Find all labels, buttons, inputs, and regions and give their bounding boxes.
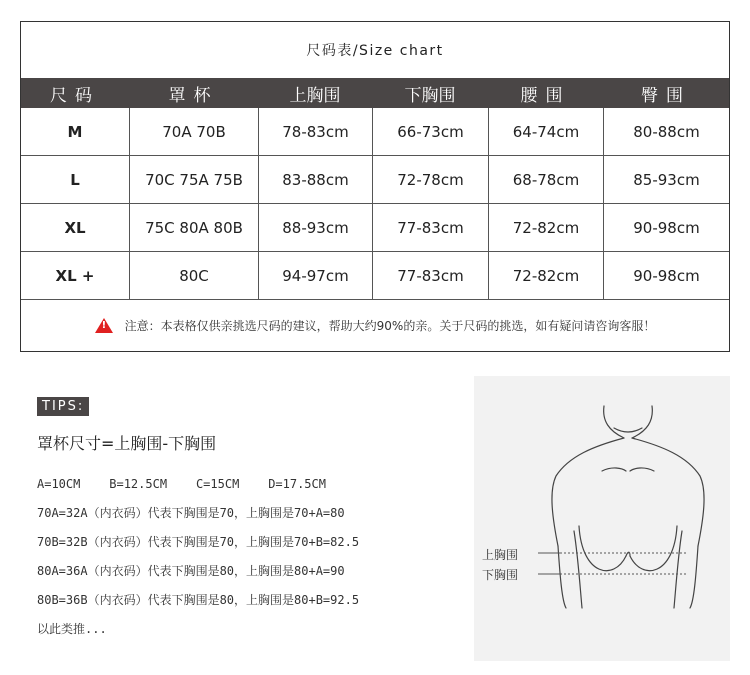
header-size: 尺码: [50, 85, 100, 106]
cup-size-formula: 罩杯尺寸=上胸围-下胸围: [37, 434, 217, 453]
torso-sketch: [474, 376, 730, 661]
header-hip: 臀围: [641, 85, 691, 106]
cell-upper-bust: 94-97cm: [258, 252, 372, 299]
cell-cup: 70A 70B: [129, 108, 258, 155]
under-bust-label: 下胸围: [482, 568, 519, 582]
note-text: 注意：本表格仅供亲挑选尺码的建议，帮助大约90%的亲。关于尺码的挑选，如有疑问请咨询客服！: [124, 319, 656, 333]
cell-upper-bust: 78-83cm: [258, 108, 372, 155]
cell-hip: 90-98cm: [603, 204, 729, 251]
cell-cup: 80C: [129, 252, 258, 299]
header-cup: 罩杯: [168, 85, 219, 106]
cell-upper-bust: 83-88cm: [258, 156, 372, 203]
upper-bust-label: 上胸围: [482, 548, 519, 562]
cell-under-bust: 77-83cm: [372, 204, 488, 251]
table-header: [21, 78, 729, 108]
cell-cup: 75C 80A 80B: [129, 204, 258, 251]
cell-hip: 90-98cm: [603, 252, 729, 299]
cell-waist: 68-78cm: [488, 156, 603, 203]
table-body: [21, 108, 729, 299]
tips-line: 80A=36A（内衣码）代表下胸围是80，上胸围是80+A=90: [37, 564, 345, 578]
header-upper-bust: 上胸围: [289, 85, 341, 106]
table-row: [21, 203, 729, 251]
tips-list: [37, 474, 359, 648]
warning-icon: [95, 318, 113, 333]
tips-line: 80B=36B（内衣码）代表下胸围是80，上胸围是80+B=92.5: [37, 593, 360, 607]
table-row: [21, 155, 729, 203]
size-note: [21, 299, 729, 351]
cell-size: L: [70, 170, 80, 189]
cell-under-bust: 72-78cm: [372, 156, 488, 203]
cell-waist: 72-82cm: [488, 252, 603, 299]
tips-line: 70A=32A（内衣码）代表下胸围是70，上胸围是70+A=80: [37, 506, 345, 520]
cell-waist: 72-82cm: [488, 204, 603, 251]
tips-line: A=10CM B=12.5CM C=15CM D=17.5CM: [37, 477, 326, 491]
size-chart-table: [20, 21, 730, 352]
cell-under-bust: 66-73cm: [372, 108, 488, 155]
cell-upper-bust: 88-93cm: [258, 204, 372, 251]
cell-size: XL +: [55, 266, 95, 285]
cell-size: XL: [64, 218, 86, 237]
tips-line: 以此类推...: [37, 622, 107, 636]
cell-hip: 80-88cm: [603, 108, 729, 155]
cell-size: M: [67, 122, 83, 141]
cell-waist: 64-74cm: [488, 108, 603, 155]
cell-under-bust: 77-83cm: [372, 252, 488, 299]
header-under-bust: 下胸围: [404, 85, 456, 106]
header-waist: 腰围: [520, 85, 571, 106]
tips-line: 70B=32B（内衣码）代表下胸围是70，上胸围是70+B=82.5: [37, 535, 360, 549]
tips-tag: TIPS:: [37, 397, 89, 416]
chart-title: 尺码表/Size chart: [306, 43, 444, 59]
table-row: [21, 251, 729, 299]
cell-cup: 70C 75A 75B: [129, 156, 258, 203]
cell-hip: 85-93cm: [603, 156, 729, 203]
bust-measurement-illustration: [474, 376, 730, 661]
table-row: [21, 108, 729, 155]
